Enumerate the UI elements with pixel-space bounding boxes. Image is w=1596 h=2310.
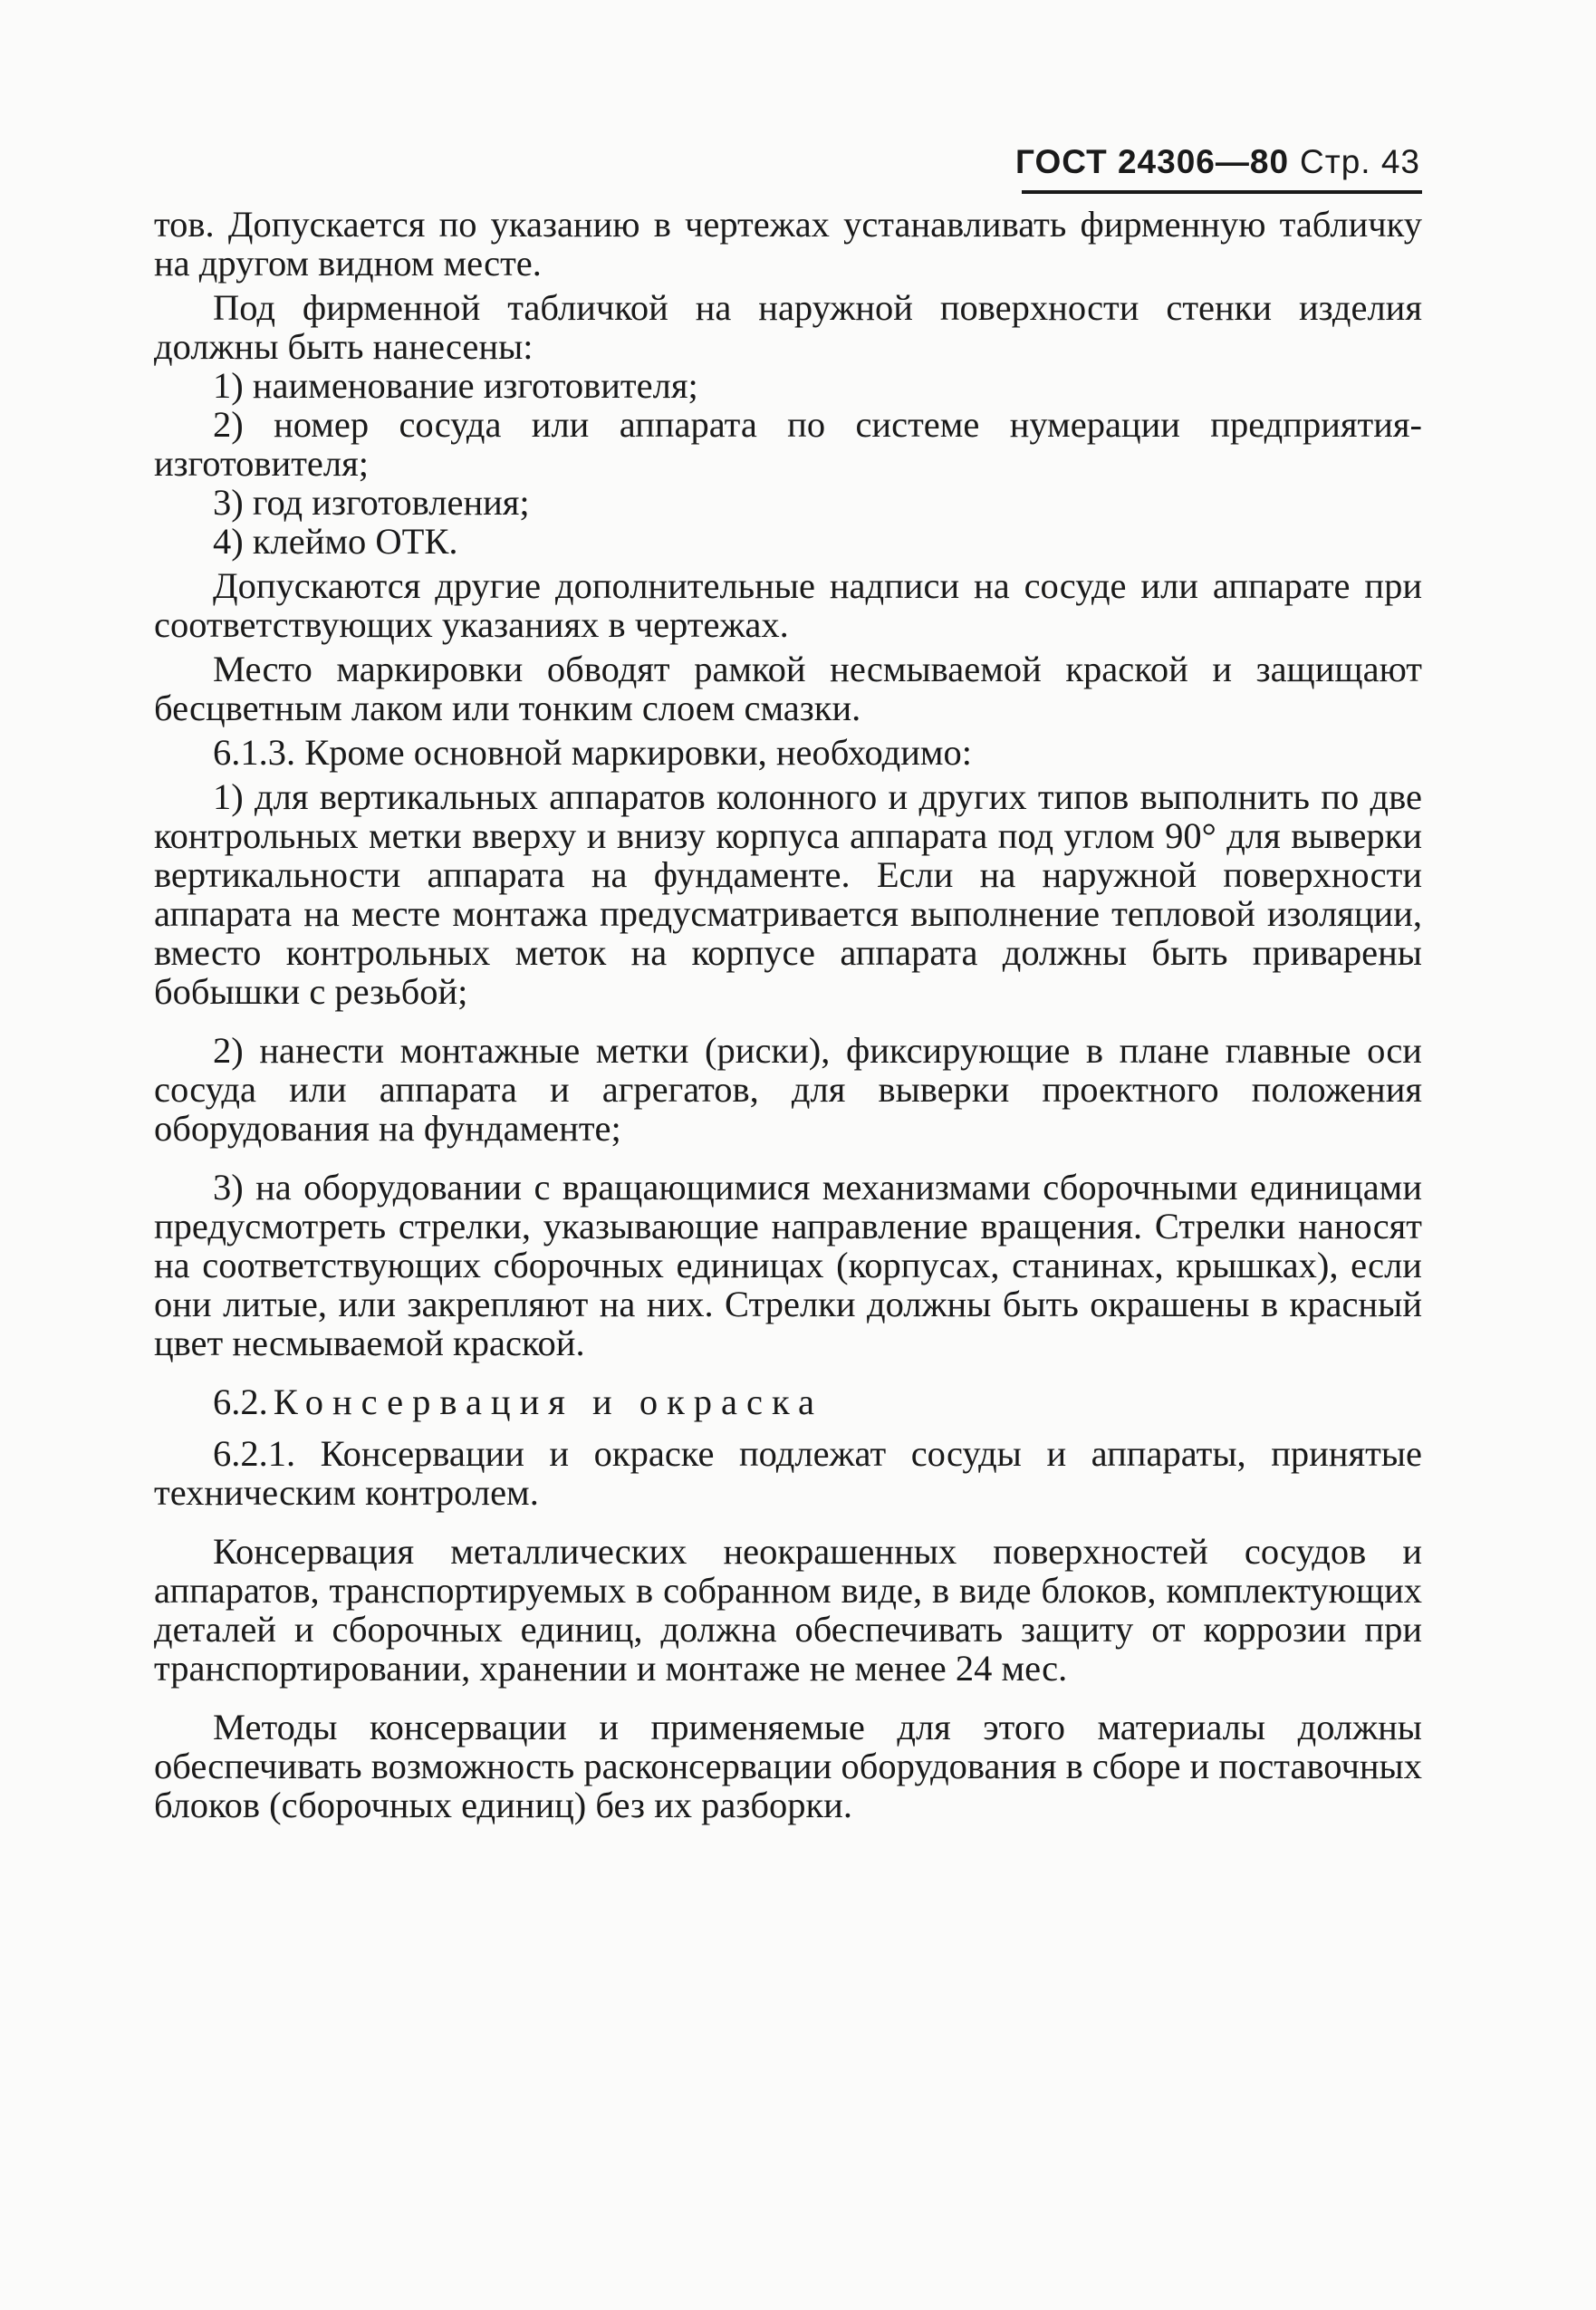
clause-6-1-3: 6.1.3. Кроме основной маркировки, необходимо: xyxy=(213,732,973,773)
section-number: 6.2. xyxy=(213,1381,268,1422)
list-item: 1) наименование изготовителя; xyxy=(213,365,698,406)
paragraph: Место маркировки обводят рамкой несмываемой краской и защищают бесцветным лаком или тонким слоем смазки. xyxy=(154,649,1422,728)
body-text xyxy=(154,205,1422,1824)
section-title: Консервация и окраска xyxy=(273,1381,823,1422)
list-item: 4) клеймо ОТК. xyxy=(213,521,458,562)
list-item: 2) нанести монтажные метки (риски), фиксирующие в плане главные оси сосуда или аппарата и агрегатов, для выверки проектного положения оборудования на фундаменте; xyxy=(154,1030,1422,1149)
page-number: Стр. 43 xyxy=(1300,143,1420,180)
doc-code: ГОСТ 24306—80 xyxy=(1015,143,1290,180)
list-item: 3) на оборудовании с вращающимися механизмами сборочными единицами предусмотреть стрелки, указывающие направление вращения. Стрелки наносят на соответствующих сборочных единицах (корпусах, станинах, крышках), если они литые, или закрепляют на них. Стрелки должны быть окрашены в красный цвет несмываемой краской. xyxy=(154,1167,1422,1363)
paragraph: Допускаются другие дополнительные надписи на сосуде или аппарате при соответствующих указаниях в чертежах. xyxy=(154,565,1422,645)
paragraph: Методы консервации и применяемые для этого материалы должны обеспечивать возможность расконсервации оборудования в сборе и поставочных блоков (сборочных единиц) без их разборки. xyxy=(154,1707,1422,1825)
list-item: 2) номер сосуда или аппарата по системе нумерации предприятия-изготовителя; xyxy=(154,404,1422,484)
list-item: 1) для вертикальных аппаратов колонного и других типов выполнить по две контрольных метки вверху и внизу корпуса аппарата под углом 90° для выверки вертикальности аппарата на фундаменте. Если на наружной поверхности аппарата на месте монтажа предусматривается выполнение тепловой изоляции, вместо контрольных меток на корпусе аппарата должны быть приварены бобышки с резьбой; xyxy=(154,776,1422,1012)
section-heading xyxy=(154,1382,1422,1421)
paragraph: тов. Допускается по указанию в чертежах устанавливать фирменную табличку на другом видном месте. xyxy=(154,204,1422,284)
clause-6-2-1: 6.2.1. Консервации и окраске подлежат сосуды и аппараты, принятые техническим контролем. xyxy=(154,1433,1422,1513)
paragraph: Консервация металлических неокрашенных поверхностей сосудов и аппаратов, транспортируемых в собранном виде, в виде блоков, комплектующих деталей и сборочных единиц, должна обеспечивать защиту от коррозии при транспортировании, хранении и монтаже не менее 24 мес. xyxy=(154,1531,1422,1689)
list-item: 3) год изготовления; xyxy=(213,482,530,523)
paragraph: Под фирменной табличкой на наружной поверхности стенки изделия должны быть нанесены: xyxy=(154,287,1422,367)
header-rule xyxy=(1022,190,1422,194)
page-header xyxy=(960,143,1420,181)
